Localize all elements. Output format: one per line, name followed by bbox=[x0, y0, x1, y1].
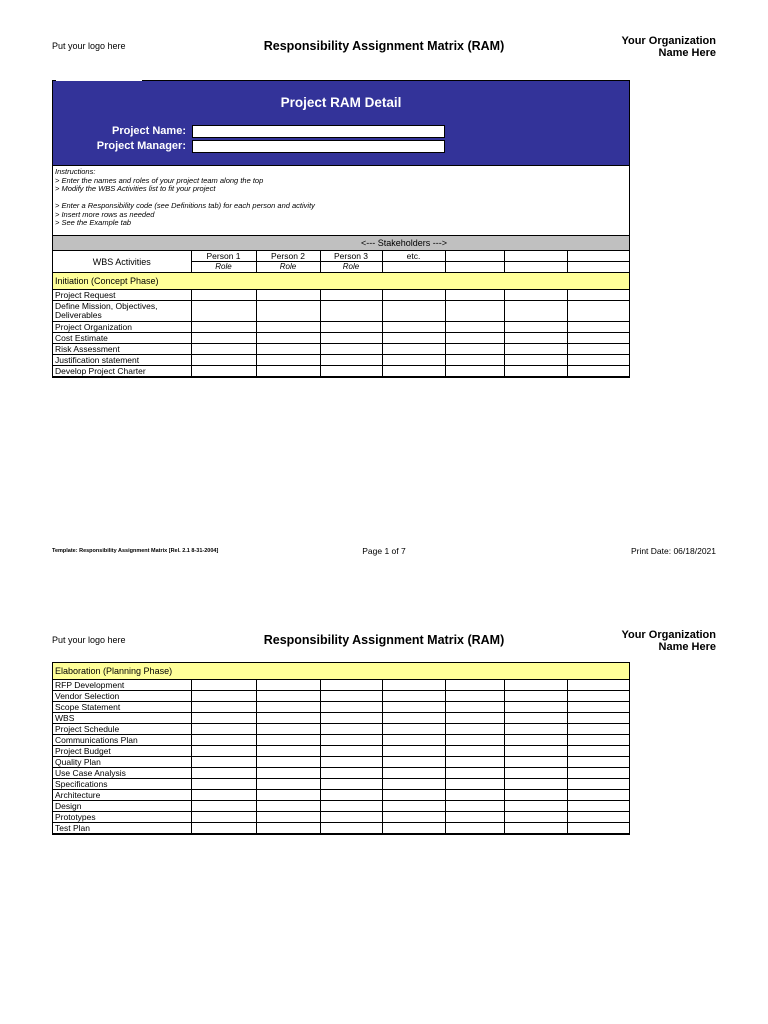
responsibility-cell[interactable] bbox=[567, 812, 629, 823]
role-header[interactable] bbox=[382, 262, 445, 273]
persons-header-row bbox=[53, 251, 629, 262]
responsibility-cell[interactable] bbox=[567, 790, 629, 801]
elaboration-rows bbox=[53, 680, 629, 834]
responsibility-cell[interactable] bbox=[191, 757, 256, 768]
ram-detail-banner bbox=[53, 81, 629, 165]
activity-row bbox=[53, 290, 629, 301]
responsibility-cell[interactable] bbox=[567, 768, 629, 779]
activity-label[interactable]: Project Organization bbox=[53, 322, 191, 333]
responsibility-cell[interactable] bbox=[320, 768, 382, 779]
responsibility-cell[interactable] bbox=[382, 823, 445, 834]
responsibility-cell[interactable] bbox=[382, 746, 445, 757]
activity-label[interactable]: Specifications bbox=[53, 779, 191, 790]
responsibility-cell[interactable] bbox=[567, 757, 629, 768]
responsibility-cell[interactable] bbox=[256, 790, 320, 801]
responsibility-cell[interactable] bbox=[320, 790, 382, 801]
responsibility-cell[interactable] bbox=[320, 680, 382, 691]
instruction-line: > Modify the WBS Activities list to fit your project bbox=[55, 184, 216, 193]
wbs-activities-header: WBS Activities bbox=[53, 251, 191, 273]
organization-name: Your Organization Name Here bbox=[621, 35, 716, 59]
responsibility-cell[interactable] bbox=[256, 333, 320, 344]
activity-label[interactable]: Justification statement bbox=[53, 355, 191, 366]
responsibility-cell[interactable] bbox=[382, 757, 445, 768]
responsibility-cell[interactable] bbox=[382, 355, 445, 366]
responsibility-cell[interactable] bbox=[191, 713, 256, 724]
responsibility-cell[interactable] bbox=[382, 344, 445, 355]
responsibility-cell[interactable] bbox=[445, 812, 504, 823]
responsibility-cell[interactable] bbox=[256, 290, 320, 301]
ram-sheet-page2 bbox=[52, 662, 630, 835]
responsibility-cell[interactable] bbox=[191, 301, 256, 322]
initiation-rows bbox=[53, 290, 629, 377]
activity-label[interactable]: Project Schedule bbox=[53, 724, 191, 735]
responsibility-cell[interactable] bbox=[191, 768, 256, 779]
responsibility-cell[interactable] bbox=[445, 790, 504, 801]
responsibility-cell[interactable] bbox=[382, 366, 445, 377]
responsibility-cell[interactable] bbox=[191, 333, 256, 344]
responsibility-cell[interactable] bbox=[320, 691, 382, 702]
responsibility-cell[interactable] bbox=[320, 757, 382, 768]
responsibility-cell[interactable] bbox=[256, 680, 320, 691]
activity-label[interactable]: Scope Statement bbox=[53, 702, 191, 713]
instruction-line: > Insert more rows as needed bbox=[55, 209, 155, 219]
activity-row bbox=[53, 713, 629, 724]
activity-label[interactable]: Use Case Analysis bbox=[53, 768, 191, 779]
person-header[interactable] bbox=[567, 251, 629, 262]
responsibility-cell[interactable] bbox=[256, 801, 320, 812]
responsibility-cell[interactable] bbox=[504, 290, 567, 301]
ram-detail-title: Project RAM Detail bbox=[280, 95, 402, 110]
responsibility-cell[interactable] bbox=[504, 768, 567, 779]
activity-row bbox=[53, 702, 629, 713]
responsibility-cell[interactable] bbox=[320, 366, 382, 377]
responsibility-cell[interactable] bbox=[382, 724, 445, 735]
responsibility-cell[interactable] bbox=[567, 301, 629, 322]
logo-placeholder: Put your logo here bbox=[52, 41, 126, 51]
responsibility-cell[interactable] bbox=[567, 691, 629, 702]
responsibility-cell[interactable] bbox=[445, 746, 504, 757]
responsibility-cell[interactable] bbox=[256, 691, 320, 702]
responsibility-cell[interactable] bbox=[382, 333, 445, 344]
activity-row bbox=[53, 812, 629, 823]
responsibility-cell[interactable] bbox=[567, 724, 629, 735]
responsibility-cell[interactable] bbox=[445, 735, 504, 746]
responsibility-cell[interactable] bbox=[256, 779, 320, 790]
responsibility-cell[interactable] bbox=[320, 812, 382, 823]
responsibility-cell[interactable] bbox=[504, 757, 567, 768]
responsibility-cell[interactable] bbox=[320, 344, 382, 355]
activity-label[interactable]: Design bbox=[53, 801, 191, 812]
responsibility-cell[interactable] bbox=[567, 779, 629, 790]
instructions-heading: Instructions: bbox=[55, 167, 96, 176]
responsibility-cell[interactable] bbox=[256, 344, 320, 355]
activity-row bbox=[53, 735, 629, 746]
document-title: Responsibility Assignment Matrix (RAM) bbox=[263, 39, 505, 53]
responsibility-cell[interactable] bbox=[504, 702, 567, 713]
responsibility-cell[interactable] bbox=[567, 702, 629, 713]
responsibility-cell[interactable] bbox=[445, 757, 504, 768]
responsibility-cell[interactable] bbox=[320, 801, 382, 812]
responsibility-cell[interactable] bbox=[504, 724, 567, 735]
activity-label[interactable]: RFP Development bbox=[53, 680, 191, 691]
responsibility-cell[interactable] bbox=[382, 768, 445, 779]
responsibility-cell[interactable] bbox=[504, 333, 567, 344]
role-header[interactable]: Role bbox=[320, 262, 382, 273]
responsibility-cell[interactable] bbox=[445, 713, 504, 724]
person-header[interactable]: etc. bbox=[382, 251, 445, 262]
project-name-field[interactable] bbox=[192, 125, 445, 138]
responsibility-cell[interactable] bbox=[191, 746, 256, 757]
template-info: Template: Responsibility Assignment Matrix [Rel. 2.1 8-31-2004] bbox=[52, 548, 219, 554]
activity-label[interactable]: Architecture bbox=[53, 790, 191, 801]
role-header[interactable]: Role bbox=[256, 262, 320, 273]
activity-row bbox=[53, 724, 629, 735]
responsibility-cell[interactable] bbox=[504, 779, 567, 790]
activity-row bbox=[53, 322, 629, 333]
instruction-line: > Enter the names and roles of your project team along the top bbox=[55, 175, 264, 185]
responsibility-cell[interactable] bbox=[256, 322, 320, 333]
responsibility-cell[interactable] bbox=[504, 691, 567, 702]
responsibility-cell[interactable] bbox=[382, 790, 445, 801]
responsibility-cell[interactable] bbox=[320, 333, 382, 344]
responsibility-cell[interactable] bbox=[320, 746, 382, 757]
responsibility-cell[interactable] bbox=[256, 366, 320, 377]
responsibility-cell[interactable] bbox=[191, 691, 256, 702]
activity-row bbox=[53, 779, 629, 790]
responsibility-cell[interactable] bbox=[320, 355, 382, 366]
responsibility-cell[interactable] bbox=[445, 322, 504, 333]
activity-label[interactable]: WBS bbox=[53, 713, 191, 724]
activity-label[interactable]: Define Mission, Objectives, Deliverables bbox=[53, 301, 191, 322]
responsibility-cell[interactable] bbox=[320, 735, 382, 746]
activity-label[interactable]: Test Plan bbox=[53, 823, 191, 834]
activity-label[interactable]: Risk Assessment bbox=[53, 344, 191, 355]
responsibility-cell[interactable] bbox=[256, 713, 320, 724]
activity-row bbox=[53, 680, 629, 691]
responsibility-cell[interactable] bbox=[382, 290, 445, 301]
responsibility-cell[interactable] bbox=[382, 801, 445, 812]
responsibility-cell[interactable] bbox=[191, 366, 256, 377]
phase-label: Elaboration (Planning Phase) bbox=[53, 663, 629, 680]
activity-row bbox=[53, 823, 629, 834]
responsibility-cell[interactable] bbox=[320, 301, 382, 322]
responsibility-cell[interactable] bbox=[504, 344, 567, 355]
responsibility-cell[interactable] bbox=[504, 366, 567, 377]
responsibility-cell[interactable] bbox=[445, 823, 504, 834]
role-header[interactable]: Role bbox=[191, 262, 256, 273]
responsibility-cell[interactable] bbox=[504, 301, 567, 322]
responsibility-cell[interactable] bbox=[504, 680, 567, 691]
responsibility-cell[interactable] bbox=[191, 702, 256, 713]
responsibility-cell[interactable] bbox=[191, 735, 256, 746]
instruction-line: > See the Example tab bbox=[55, 218, 132, 227]
responsibility-cell[interactable] bbox=[256, 823, 320, 834]
responsibility-cell[interactable] bbox=[445, 801, 504, 812]
responsibility-cell[interactable] bbox=[567, 735, 629, 746]
activity-label[interactable]: Communications Plan bbox=[53, 735, 191, 746]
responsibility-cell[interactable] bbox=[445, 691, 504, 702]
responsibility-cell[interactable] bbox=[382, 702, 445, 713]
responsibility-cell[interactable] bbox=[504, 735, 567, 746]
responsibility-cell[interactable] bbox=[256, 812, 320, 823]
organization-name: Your Organization Name Here bbox=[621, 629, 716, 653]
activity-label[interactable]: Quality Plan bbox=[53, 757, 191, 768]
responsibility-cell[interactable] bbox=[320, 322, 382, 333]
print-date: Print Date: 06/18/2021 bbox=[630, 546, 716, 556]
responsibility-cell[interactable] bbox=[191, 812, 256, 823]
responsibility-cell[interactable] bbox=[320, 724, 382, 735]
role-header[interactable] bbox=[445, 262, 504, 273]
responsibility-cell[interactable] bbox=[567, 801, 629, 812]
responsibility-cell[interactable] bbox=[320, 823, 382, 834]
page-number: Page 1 of 7 bbox=[362, 546, 406, 556]
responsibility-cell[interactable] bbox=[191, 779, 256, 790]
logo-placeholder: Put your logo here bbox=[52, 635, 126, 645]
stakeholders-bar bbox=[53, 235, 629, 251]
phase-label: Initiation (Concept Phase) bbox=[53, 273, 629, 290]
responsibility-cell[interactable] bbox=[445, 333, 504, 344]
project-manager-label: Project Manager: bbox=[96, 140, 186, 152]
responsibility-cell[interactable] bbox=[504, 746, 567, 757]
activity-row bbox=[53, 691, 629, 702]
responsibility-cell[interactable] bbox=[191, 680, 256, 691]
activity-row bbox=[53, 746, 629, 757]
activity-row bbox=[53, 344, 629, 355]
activity-label[interactable]: Prototypes bbox=[53, 812, 191, 823]
sheet-tab-notch bbox=[56, 78, 142, 81]
responsibility-cell[interactable] bbox=[504, 790, 567, 801]
phase-row-elaboration bbox=[53, 663, 629, 680]
activity-row bbox=[53, 333, 629, 344]
responsibility-cell[interactable] bbox=[567, 290, 629, 301]
responsibility-cell[interactable] bbox=[382, 779, 445, 790]
responsibility-cell[interactable] bbox=[567, 355, 629, 366]
role-header[interactable] bbox=[567, 262, 629, 273]
responsibility-cell[interactable] bbox=[256, 768, 320, 779]
document-title: Responsibility Assignment Matrix (RAM) bbox=[263, 633, 505, 647]
responsibility-cell[interactable] bbox=[382, 735, 445, 746]
activity-label[interactable]: Project Request bbox=[53, 290, 191, 301]
activity-row bbox=[53, 801, 629, 812]
responsibility-cell[interactable] bbox=[504, 823, 567, 834]
activity-row bbox=[53, 768, 629, 779]
responsibility-cell[interactable] bbox=[504, 713, 567, 724]
responsibility-cell[interactable] bbox=[504, 355, 567, 366]
ram-grid-page2 bbox=[53, 663, 629, 834]
instruction-line: > Enter a Responsibility code (see Definitions tab) for each person and activity bbox=[55, 201, 315, 210]
instructions-box bbox=[53, 165, 629, 235]
activity-label[interactable]: Cost Estimate bbox=[53, 333, 191, 344]
responsibility-cell[interactable] bbox=[320, 779, 382, 790]
page1-footer bbox=[0, 546, 768, 560]
person-header[interactable]: Person 2 bbox=[256, 251, 320, 262]
activity-row bbox=[53, 301, 629, 322]
responsibility-cell[interactable] bbox=[445, 680, 504, 691]
responsibility-cell[interactable] bbox=[382, 691, 445, 702]
responsibility-cell[interactable] bbox=[191, 790, 256, 801]
ram-detail-sheet bbox=[52, 80, 630, 378]
responsibility-cell[interactable] bbox=[567, 823, 629, 834]
responsibility-cell[interactable] bbox=[445, 768, 504, 779]
responsibility-cell[interactable] bbox=[445, 702, 504, 713]
page1-header bbox=[0, 36, 768, 76]
person-header[interactable]: Person 1 bbox=[191, 251, 256, 262]
project-name-label: Project Name: bbox=[112, 125, 186, 137]
ram-grid-page1 bbox=[53, 251, 629, 377]
responsibility-cell[interactable] bbox=[256, 757, 320, 768]
responsibility-cell[interactable] bbox=[382, 680, 445, 691]
responsibility-cell[interactable] bbox=[382, 301, 445, 322]
responsibility-cell[interactable] bbox=[445, 355, 504, 366]
responsibility-cell[interactable] bbox=[445, 301, 504, 322]
responsibility-cell[interactable] bbox=[567, 344, 629, 355]
responsibility-cell[interactable] bbox=[445, 779, 504, 790]
responsibility-cell[interactable] bbox=[256, 301, 320, 322]
project-manager-field[interactable] bbox=[192, 140, 445, 153]
activity-label[interactable]: Project Budget bbox=[53, 746, 191, 757]
responsibility-cell[interactable] bbox=[382, 322, 445, 333]
activity-row bbox=[53, 355, 629, 366]
responsibility-cell[interactable] bbox=[256, 735, 320, 746]
activity-label[interactable]: Vendor Selection bbox=[53, 691, 191, 702]
responsibility-cell[interactable] bbox=[445, 290, 504, 301]
responsibility-cell[interactable] bbox=[445, 724, 504, 735]
responsibility-cell[interactable] bbox=[320, 290, 382, 301]
responsibility-cell[interactable] bbox=[256, 702, 320, 713]
responsibility-cell[interactable] bbox=[504, 812, 567, 823]
responsibility-cell[interactable] bbox=[504, 322, 567, 333]
responsibility-cell[interactable] bbox=[191, 355, 256, 366]
responsibility-cell[interactable] bbox=[567, 322, 629, 333]
role-header[interactable] bbox=[504, 262, 567, 273]
responsibility-cell[interactable] bbox=[567, 680, 629, 691]
responsibility-cell[interactable] bbox=[567, 746, 629, 757]
responsibility-cell[interactable] bbox=[191, 344, 256, 355]
responsibility-cell[interactable] bbox=[191, 290, 256, 301]
responsibility-cell[interactable] bbox=[256, 746, 320, 757]
person-header[interactable]: Person 3 bbox=[320, 251, 382, 262]
responsibility-cell[interactable] bbox=[191, 823, 256, 834]
responsibility-cell[interactable] bbox=[191, 801, 256, 812]
responsibility-cell[interactable] bbox=[382, 713, 445, 724]
responsibility-cell[interactable] bbox=[320, 702, 382, 713]
responsibility-cell[interactable] bbox=[567, 366, 629, 377]
responsibility-cell[interactable] bbox=[191, 724, 256, 735]
activity-label[interactable]: Develop Project Charter bbox=[53, 366, 191, 377]
responsibility-cell[interactable] bbox=[504, 801, 567, 812]
responsibility-cell[interactable] bbox=[256, 724, 320, 735]
responsibility-cell[interactable] bbox=[320, 713, 382, 724]
stakeholders-label: <--- Stakeholders ---> bbox=[361, 238, 448, 248]
responsibility-cell[interactable] bbox=[567, 333, 629, 344]
activity-row bbox=[53, 757, 629, 768]
responsibility-cell[interactable] bbox=[256, 355, 320, 366]
phase-row-initiation bbox=[53, 273, 629, 290]
responsibility-cell[interactable] bbox=[191, 322, 256, 333]
person-header[interactable] bbox=[445, 251, 504, 262]
responsibility-cell[interactable] bbox=[567, 713, 629, 724]
responsibility-cell[interactable] bbox=[382, 812, 445, 823]
person-header[interactable] bbox=[504, 251, 567, 262]
activity-row bbox=[53, 366, 629, 377]
responsibility-cell[interactable] bbox=[445, 344, 504, 355]
activity-row bbox=[53, 790, 629, 801]
responsibility-cell[interactable] bbox=[445, 366, 504, 377]
